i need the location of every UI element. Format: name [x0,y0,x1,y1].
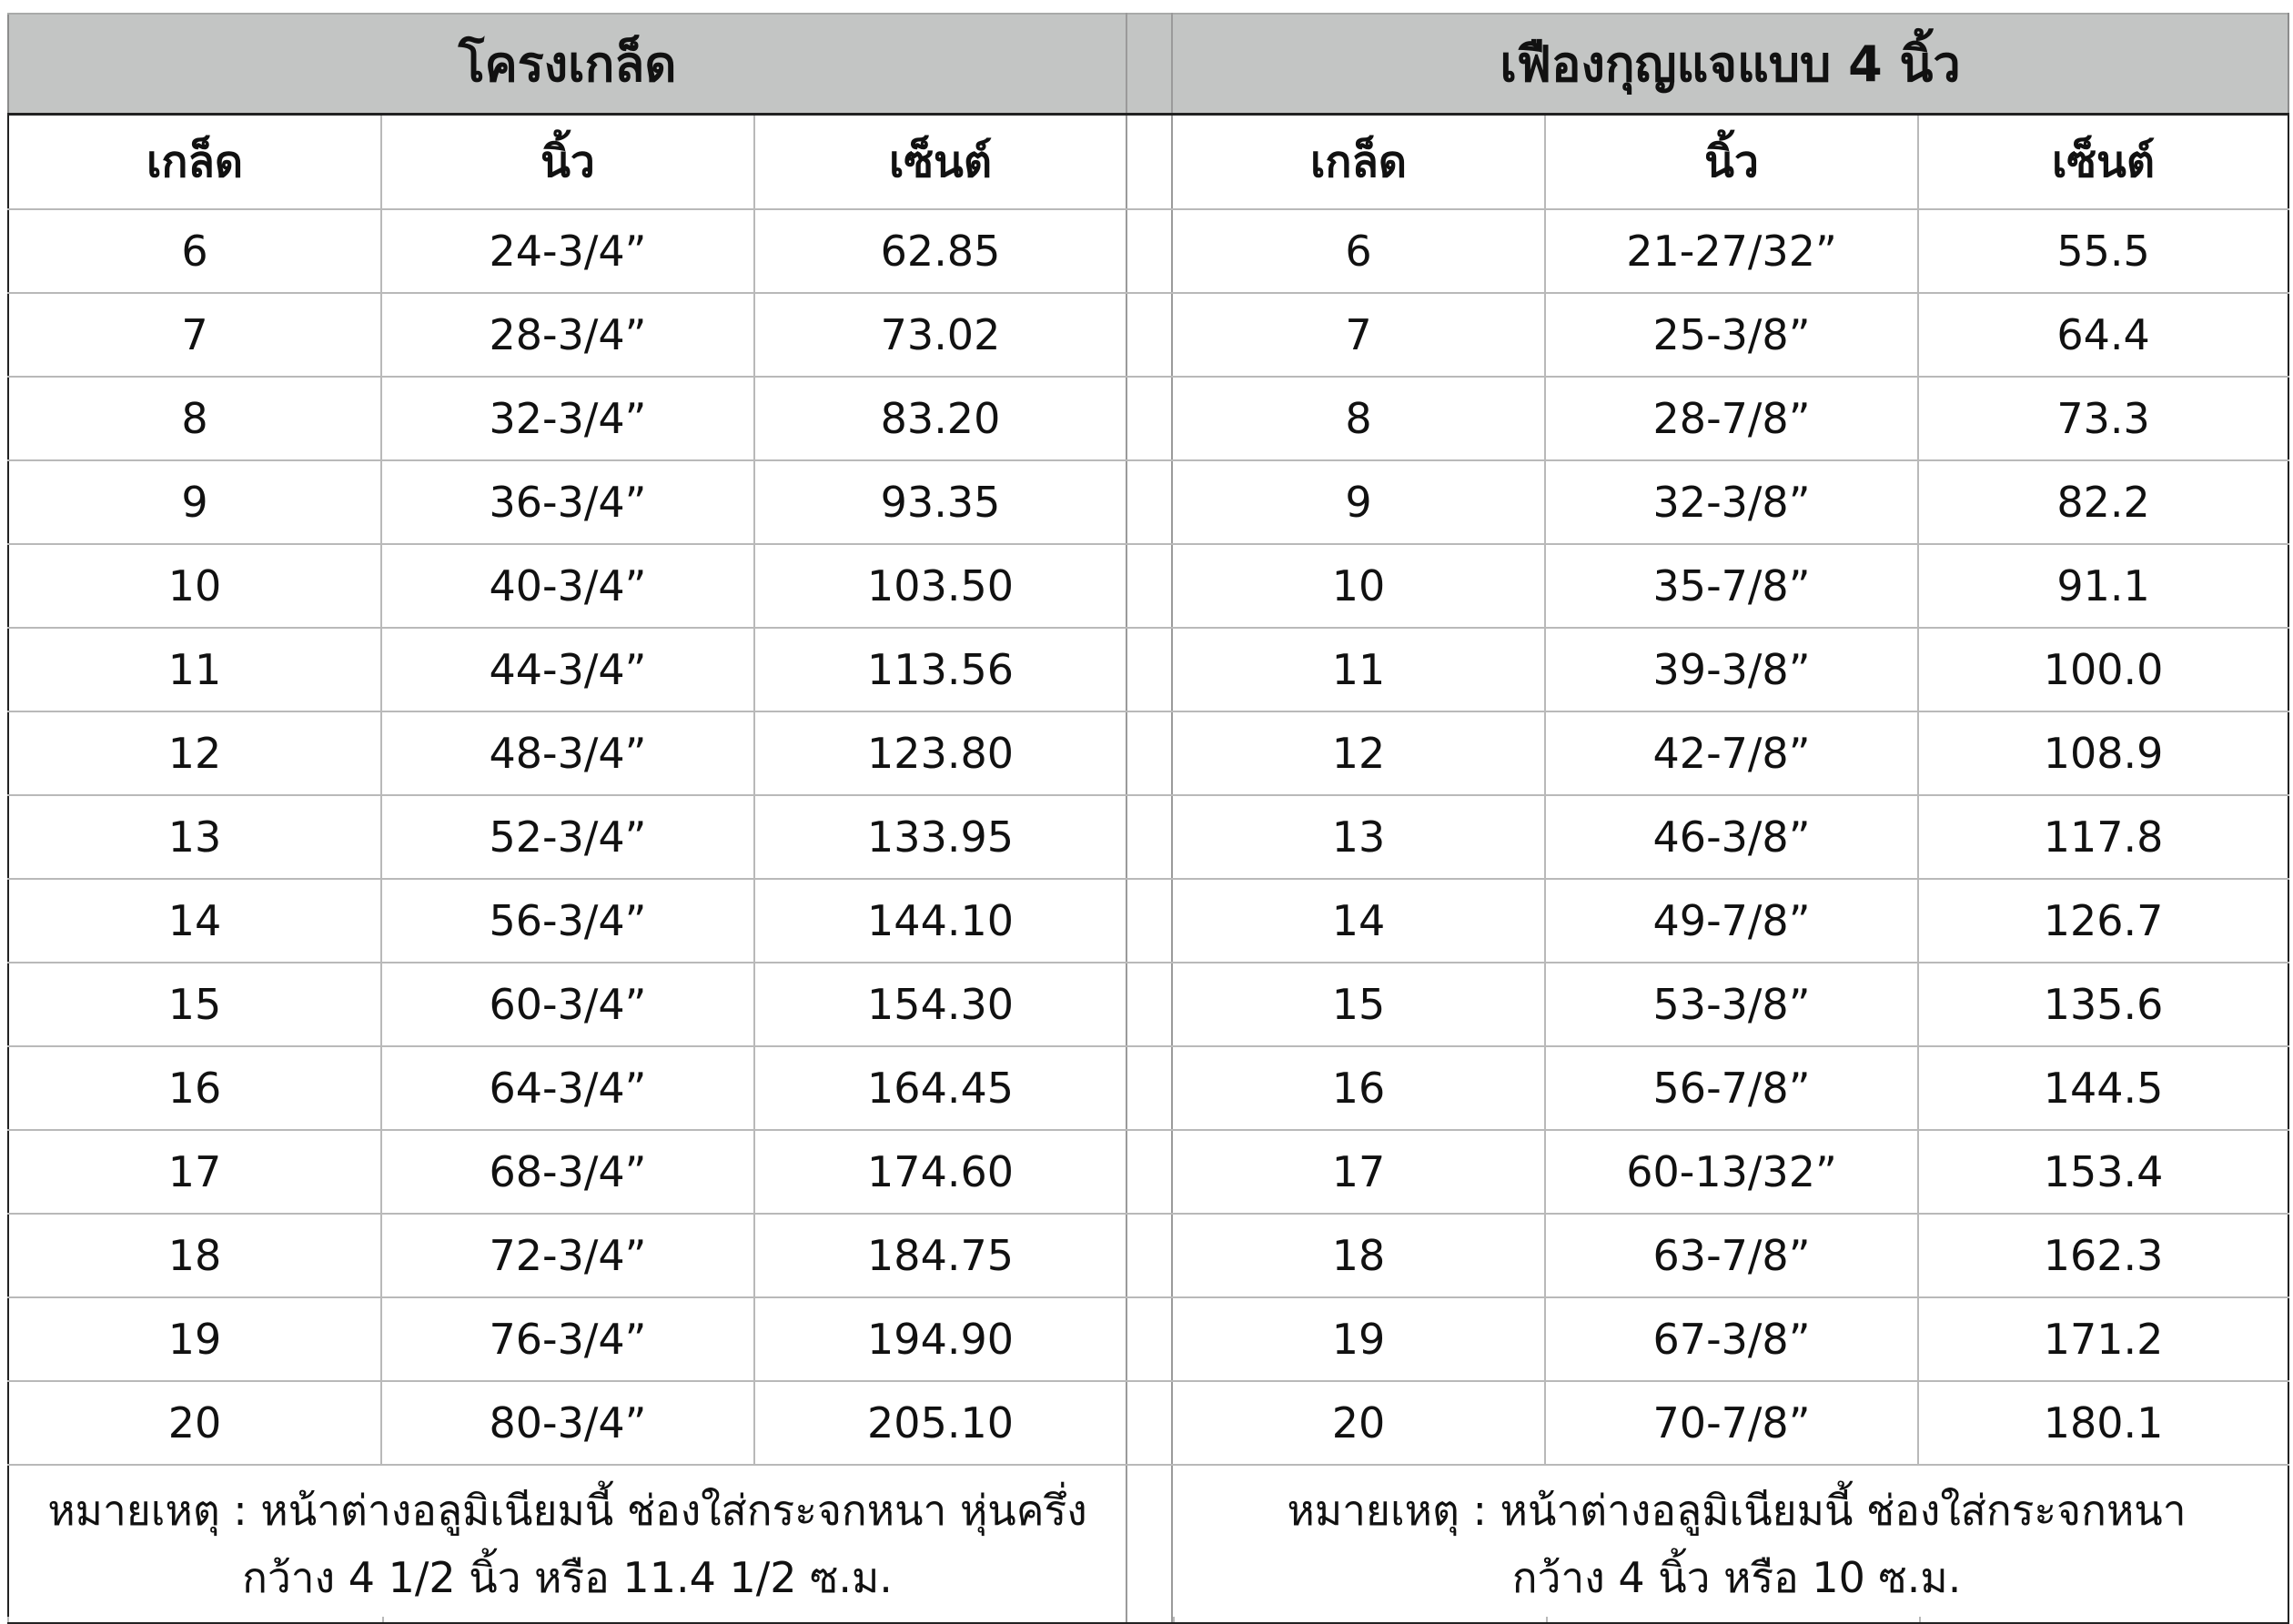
left-cell-cm: 103.50 [754,544,1126,628]
right-cell-slats: 10 [1172,544,1545,628]
right-cell-inches: 46-3/8” [1545,795,1918,879]
column-gap [1126,14,1172,115]
left-cell-slats: 7 [8,293,381,377]
table-row [8,1381,2288,1465]
right-cell-cm: 73.3 [1918,377,2288,460]
right-cell-cm: 100.0 [1918,628,2288,711]
column-gap [1126,1297,1172,1381]
left-cell-slats: 8 [8,377,381,460]
column-gap [1126,711,1172,795]
right-cell-inches: 28-7/8” [1545,377,1918,460]
left-cell-cm: 154.30 [754,963,1126,1046]
table-row [8,1046,2288,1130]
left-cell-cm: 164.45 [754,1046,1126,1130]
grid-line [1546,1617,1548,1622]
right-cell-slats: 19 [1172,1297,1545,1381]
right-cell-slats: 16 [1172,1046,1545,1130]
right-cell-inches: 53-3/8” [1545,963,1918,1046]
grid-line [382,1617,384,1622]
right-cell-slats: 9 [1172,460,1545,544]
right-cell-cm: 162.3 [1918,1214,2288,1297]
left-cell-cm: 144.10 [754,879,1126,963]
right-cell-inches: 70-7/8” [1545,1381,1918,1465]
left-cell-slats: 14 [8,879,381,963]
left-cell-cm: 123.80 [754,711,1126,795]
left-col-header-inches: นิ้ว [381,115,754,210]
left-cell-cm: 184.75 [754,1214,1126,1297]
table-row [8,628,2288,711]
grid-line [1173,1617,1175,1622]
table-row [8,711,2288,795]
right-table-title: เฟืองกุญแจแบบ 4 นิ้ว [1172,14,2288,115]
left-cell-cm: 133.95 [754,795,1126,879]
note-row [8,1465,2288,1623]
left-cell-cm: 194.90 [754,1297,1126,1381]
right-cell-cm: 135.6 [1918,963,2288,1046]
left-cell-cm: 62.85 [754,209,1126,293]
left-cell-cm: 113.56 [754,628,1126,711]
left-cell-inches: 64-3/4” [381,1046,754,1130]
table-row [8,879,2288,963]
right-cell-slats: 14 [1172,879,1545,963]
left-cell-slats: 11 [8,628,381,711]
left-cell-cm: 205.10 [754,1381,1126,1465]
left-cell-inches: 24-3/4” [381,209,754,293]
right-col-header-inches: นิ้ว [1545,115,1918,210]
right-cell-cm: 144.5 [1918,1046,2288,1130]
right-cell-slats: 18 [1172,1214,1545,1297]
right-cell-slats: 20 [1172,1381,1545,1465]
right-cell-cm: 82.2 [1918,460,2288,544]
left-cell-cm: 73.02 [754,293,1126,377]
column-gap [1126,377,1172,460]
right-cell-cm: 117.8 [1918,795,2288,879]
right-note [1172,1465,2288,1623]
column-gap [1126,879,1172,963]
column-gap [1126,1465,1172,1623]
column-gap [1126,795,1172,879]
table-row [8,795,2288,879]
right-cell-slats: 7 [1172,293,1545,377]
left-note-line-1: หมายเหตุ : หน้าต่างอลูมิเนียมนี้ ช่องใส่กระจกหนา หุ่นครึ่ง [47,1486,1087,1535]
left-note [8,1465,1126,1623]
right-cell-cm: 108.9 [1918,711,2288,795]
right-cell-inches: 63-7/8” [1545,1214,1918,1297]
right-note-line-1: หมายเหตุ : หน้าต่างอลูมิเนียมนี้ ช่องใส่กระจกหนา [1287,1486,2187,1535]
right-cell-slats: 11 [1172,628,1545,711]
left-cell-inches: 40-3/4” [381,544,754,628]
left-note-line-2: กว้าง 4 1/2 นิ้ว หรือ 11.4 1/2 ซ.ม. [242,1553,893,1602]
right-cell-slats: 6 [1172,209,1545,293]
right-cell-inches: 35-7/8” [1545,544,1918,628]
right-cell-slats: 8 [1172,377,1545,460]
left-cell-slats: 16 [8,1046,381,1130]
right-cell-inches: 21-27/32” [1545,209,1918,293]
column-gap [1126,1381,1172,1465]
right-cell-cm: 126.7 [1918,879,2288,963]
table-row [8,1297,2288,1381]
right-cell-inches: 32-3/8” [1545,460,1918,544]
left-cell-slats: 13 [8,795,381,879]
column-gap [1126,963,1172,1046]
grid-line [1919,1617,1921,1622]
table-row [8,963,2288,1046]
column-gap [1126,628,1172,711]
grid-continuation [7,1617,2289,1622]
left-cell-slats: 12 [8,711,381,795]
right-cell-inches: 67-3/8” [1545,1297,1918,1381]
left-cell-inches: 48-3/4” [381,711,754,795]
left-cell-inches: 44-3/4” [381,628,754,711]
table-row [8,209,2288,293]
column-gap [1126,460,1172,544]
table-row [8,1214,2288,1297]
right-cell-slats: 13 [1172,795,1545,879]
right-col-header-slats: เกล็ด [1172,115,1545,210]
left-cell-inches: 76-3/4” [381,1297,754,1381]
column-gap [1126,209,1172,293]
left-cell-inches: 56-3/4” [381,879,754,963]
left-cell-slats: 15 [8,963,381,1046]
dimension-table [7,13,2289,1624]
left-cell-cm: 83.20 [754,377,1126,460]
left-cell-inches: 80-3/4” [381,1381,754,1465]
right-col-header-cm: เซ็นต์ [1918,115,2288,210]
right-cell-cm: 180.1 [1918,1381,2288,1465]
right-cell-inches: 25-3/8” [1545,293,1918,377]
left-cell-slats: 19 [8,1297,381,1381]
left-cell-inches: 28-3/4” [381,293,754,377]
right-cell-cm: 153.4 [1918,1130,2288,1214]
column-gap [1126,1046,1172,1130]
left-cell-inches: 68-3/4” [381,1130,754,1214]
column-gap [1126,115,1172,210]
table-row [8,544,2288,628]
right-cell-cm: 55.5 [1918,209,2288,293]
left-cell-slats: 17 [8,1130,381,1214]
left-cell-slats: 20 [8,1381,381,1465]
column-gap [1126,1214,1172,1297]
left-col-header-cm: เซ็นต์ [754,115,1126,210]
left-cell-inches: 72-3/4” [381,1214,754,1297]
right-cell-inches: 60-13/32” [1545,1130,1918,1214]
left-cell-cm: 174.60 [754,1130,1126,1214]
left-cell-slats: 10 [8,544,381,628]
table-title-row [8,14,2288,115]
table-row [8,460,2288,544]
right-cell-cm: 171.2 [1918,1297,2288,1381]
column-gap [1126,544,1172,628]
left-cell-slats: 9 [8,460,381,544]
right-cell-slats: 12 [1172,711,1545,795]
table-row [8,377,2288,460]
left-cell-cm: 93.35 [754,460,1126,544]
left-cell-inches: 36-3/4” [381,460,754,544]
left-col-header-slats: เกล็ด [8,115,381,210]
left-cell-inches: 32-3/4” [381,377,754,460]
right-cell-inches: 42-7/8” [1545,711,1918,795]
right-cell-cm: 91.1 [1918,544,2288,628]
left-cell-slats: 6 [8,209,381,293]
table-body [8,209,2288,1465]
column-gap [1126,293,1172,377]
left-cell-slats: 18 [8,1214,381,1297]
left-cell-inches: 60-3/4” [381,963,754,1046]
right-cell-cm: 64.4 [1918,293,2288,377]
column-gap [1126,1130,1172,1214]
left-cell-inches: 52-3/4” [381,795,754,879]
column-header-row [8,115,2288,210]
table-row [8,1130,2288,1214]
right-cell-inches: 49-7/8” [1545,879,1918,963]
right-cell-inches: 39-3/8” [1545,628,1918,711]
right-note-line-2: กว้าง 4 นิ้ว หรือ 10 ซ.ม. [1511,1553,1962,1602]
right-cell-slats: 15 [1172,963,1545,1046]
right-cell-slats: 17 [1172,1130,1545,1214]
table-row [8,293,2288,377]
left-table-title: โครงเกล็ด [8,14,1126,115]
right-cell-inches: 56-7/8” [1545,1046,1918,1130]
